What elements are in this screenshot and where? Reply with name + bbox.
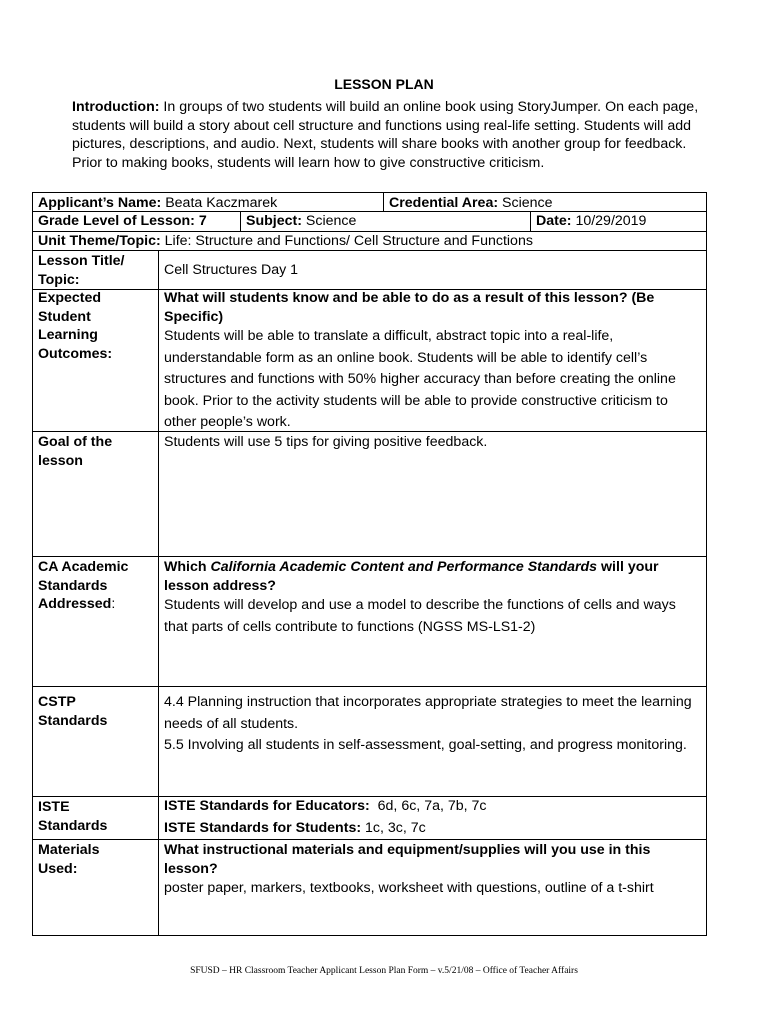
subject xyxy=(246,211,356,231)
outcomes-content xyxy=(164,289,699,434)
page-footer: SFUSD – HR Classroom Teacher Applicant Lesson Plan Form – v.5/21/08 – Office of Teacher Affairs xyxy=(190,966,578,976)
ca-question-pre: Which xyxy=(164,559,211,575)
ca-standards-label-colon: : xyxy=(111,596,116,612)
iste-students-label: ISTE Standards for Students: xyxy=(164,819,362,836)
date xyxy=(536,211,646,231)
cstp-line-1: 4.4 Planning instruction that incorporates appropriate strategies to meet the learning needs of all students. xyxy=(164,694,692,732)
iste-educators-value: 6d, 6c, 7a, 7b, 7c xyxy=(377,798,487,814)
goal-label: Goal of the lesson xyxy=(38,434,113,469)
outcomes-question: What will students know and be able to do as a result of this lesson? (Be Specific) xyxy=(164,290,655,325)
cstp-label: CSTP Standards xyxy=(38,694,108,729)
ca-standards-text: Students will develop and use a model to describe the functions of cells and ways that parts of cells contribute to functions (NGSS MS-LS1-2) xyxy=(164,597,676,635)
ca-standards-question xyxy=(164,558,699,595)
date-label: Date: xyxy=(536,213,572,229)
credential-value: Science xyxy=(502,195,553,211)
unit-theme xyxy=(38,231,533,251)
introduction xyxy=(72,98,712,172)
applicant-value: Beata Kaczmarek xyxy=(165,195,278,211)
lesson-title-value: Cell Structures Day 1 xyxy=(164,262,299,278)
iste-students xyxy=(164,818,699,840)
date-value: 10/29/2019 xyxy=(575,213,647,229)
ca-question-italic: California Academic Content and Performance Standards xyxy=(210,559,598,575)
ca-standards-label xyxy=(38,558,153,614)
introduction-label: Introduction: xyxy=(72,99,160,115)
subject-value: Science xyxy=(305,213,357,229)
iste-label: ISTE Standards xyxy=(38,799,108,834)
iste-content xyxy=(164,796,699,839)
materials-text: poster paper, markers, textbooks, worksheet with questions, outline of a t-shirt xyxy=(164,880,654,896)
cstp-content xyxy=(164,692,699,757)
materials-question: What instructional materials and equipment/supplies will you use in this lesson? xyxy=(164,842,651,877)
ca-standards-label-text: CA Academic Standards Addressed xyxy=(38,559,129,612)
subject-label: Subject: xyxy=(246,213,302,229)
applicant-label: Applicant’s Name: xyxy=(38,195,162,211)
lesson-title-label: Lesson Title/ Topic: xyxy=(38,253,125,288)
iste-students-value: 1c, 3c, 7c xyxy=(365,819,426,836)
unit-value: Life: Structure and Functions/ Cell Structure and Functions xyxy=(164,233,533,249)
unit-label: Unit Theme/Topic: xyxy=(38,233,161,249)
credential-area xyxy=(389,193,553,213)
outcomes-text: Students will be able to translate a difficult, abstract topic into a real-life, understandable form as an online book. Students will be able to identify cell’s structures and functions with 50% higher accuracy than before creating the online book. Prior to the activity students will be able to provide constructive criticism to other people’s work. xyxy=(164,328,676,430)
goal-text: Students will use 5 tips for giving positive feedback. xyxy=(164,434,488,450)
ca-standards-content xyxy=(164,558,699,638)
iste-educators xyxy=(164,796,699,818)
grade-level: Grade Level of Lesson: 7 xyxy=(38,213,207,229)
outcomes-label: Expected Student Learning Outcomes: xyxy=(38,290,113,362)
lesson-plan-table xyxy=(32,192,707,936)
introduction-text: In groups of two students will build an online book using StoryJumper. On each page, students will build a story about cell structure and functions using real-life setting. Students will add pictures, descriptions, and audio. Next, students will share books with another group for feedback. Prior to making books, students will learn how to give constructive criticism. xyxy=(72,99,699,171)
page-title: LESSON PLAN xyxy=(334,76,434,92)
applicant-name xyxy=(38,193,277,213)
materials-label: Materials Used: xyxy=(38,842,100,877)
cstp-line-2: 5.5 Involving all students in self-assessment, goal-setting, and progress monitoring. xyxy=(164,737,687,753)
ca-question-post: will your lesson address? xyxy=(164,559,659,594)
iste-educators-label: ISTE Standards for Educators: xyxy=(164,798,370,814)
materials-content xyxy=(164,841,699,900)
credential-label: Credential Area: xyxy=(389,195,499,211)
